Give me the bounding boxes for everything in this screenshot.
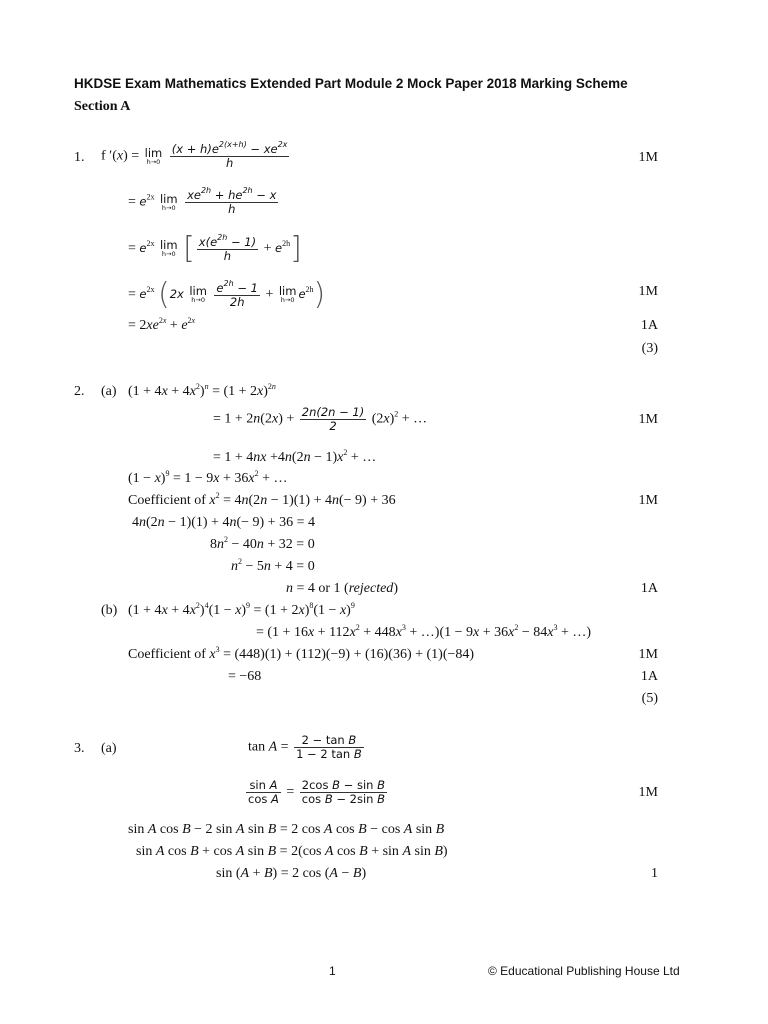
section-heading: Section A (74, 99, 131, 114)
q1-line-4: = $e^{2x}$ (2x lim h→0 $\frac{e^{2h} - 1}{2h}$ + lim h→0 $e^{2h}$) (128, 277, 326, 312)
q2-mark-3: 1A (640, 581, 658, 596)
q1-line-2: = $e^{2x}$ lim h→0 $\frac{xe^{2h} + he^{2h} - x}{h}$ (128, 186, 277, 216)
q1-line-3: = $e^{2x}$ lim h→0 [ $\frac{x(e^{2h} - 1)}{h}$ + $e^{2h}$] (128, 231, 302, 266)
q1-mark-1: 1M (638, 150, 658, 165)
q1-mark-3: 1A (640, 318, 658, 333)
copyright-notice: © Educational Publishing House Ltd (488, 964, 680, 978)
q3-number: 3. (74, 741, 85, 756)
q2-a-line-2: = 1 + 2n(2x) + $\frac{2n(2n - 1)}{2}$ $(2x)^2$ + … (213, 405, 428, 433)
q3-mark-1: 1M (638, 785, 658, 800)
q3-a-line-3: sin A cos B − 2 sin A sin B = 2 cos A cos B − cos A sin B (128, 822, 445, 837)
q2-a-line-5: Coefficient of $x^2 = 4n(2n - 1)(1) + 4n(- 9) + 36$ (128, 491, 396, 508)
q2-b-line-1: $(1 + 4x + 4x^2)^4(1 - x)^9 = (1 + 2x)^8(1 - x)^9$ (128, 601, 355, 618)
q2-total: (5) (641, 691, 658, 706)
q2-part-b: (b) (101, 603, 118, 618)
q3-part-a: (a) (101, 741, 117, 756)
q2-mark-5: 1A (640, 669, 658, 684)
q2-mark-1: 1M (638, 412, 658, 427)
q2-a-line-6: 4n(2n − 1)(1) + 4n(− 9) + 36 = 4 (132, 515, 315, 530)
q2-a-line-8: $n^2 - 5n + 4 = 0$ (231, 557, 315, 574)
q3-a-line-4: sin A cos B + cos A sin B = 2(cos A cos B + sin A sin B) (136, 844, 448, 859)
q2-b-line-4: = −68 (228, 669, 262, 684)
q1-total: (3) (641, 341, 658, 356)
q1-line-5: = $2xe^{2x} + e^{2x}$ (128, 316, 196, 333)
q3-a-line-5: sin (A + B) = 2 cos (A − B) (216, 866, 367, 881)
q2-a-line-3: = $1 + 4nx +4n(2n - 1)x^2$ + … (213, 448, 377, 465)
q1-line-1: f ′(x) = lim h→0 $\frac{(x + h)e^{2(x+h)} - xe^{2x}}{h}$ (101, 140, 288, 170)
q3-a-line-1: tan A = $\frac{\text{2 − tan B}}{\text{1 − 2 tan B}}$ (248, 733, 362, 761)
q2-mark-4: 1M (638, 647, 658, 662)
document-title: HKDSE Exam Mathematics Extended Part Module 2 Mock Paper 2018 Marking Scheme (74, 76, 628, 91)
q2-a-line-9: n = 4 or 1 (rejected) (286, 581, 398, 596)
q2-mark-2: 1M (638, 493, 658, 508)
q2-part-a: (a) (101, 384, 117, 399)
q1-number: 1. (74, 150, 85, 165)
q1-mark-2: 1M (638, 284, 658, 299)
q2-a-line-4: $(1 - x)^9 = 1 - 9x + 36x^2$ + … (128, 469, 288, 486)
q2-b-line-3: Coefficient of $x^3 = (448)(1) + (112)(-9) + (16)(36) + (1)(-84)$ (128, 645, 475, 662)
q2-a-line-7: $8n^2 - 40n + 32 = 0$ (210, 535, 315, 552)
q3-a-line-2: $\frac{\text{sin A}}{\text{cos A}}$ = $\frac{\text{2cos B − sin B}}{\text{cos B − 2sin B}}$ (248, 778, 385, 806)
page-number: 1 (329, 964, 336, 978)
q3-mark-2: 1 (651, 866, 658, 881)
q2-a-line-1: $(1 + 4x + 4x^2)^n = (1 + 2x)^{2n}$ (128, 382, 276, 399)
q2-number: 2. (74, 384, 85, 399)
q2-b-line-2: = ($1 + 16x + 112x^2 + 448x^3$ + …)(1 − $9x + 36x^2 - 84x^3$ + …) (256, 623, 592, 640)
